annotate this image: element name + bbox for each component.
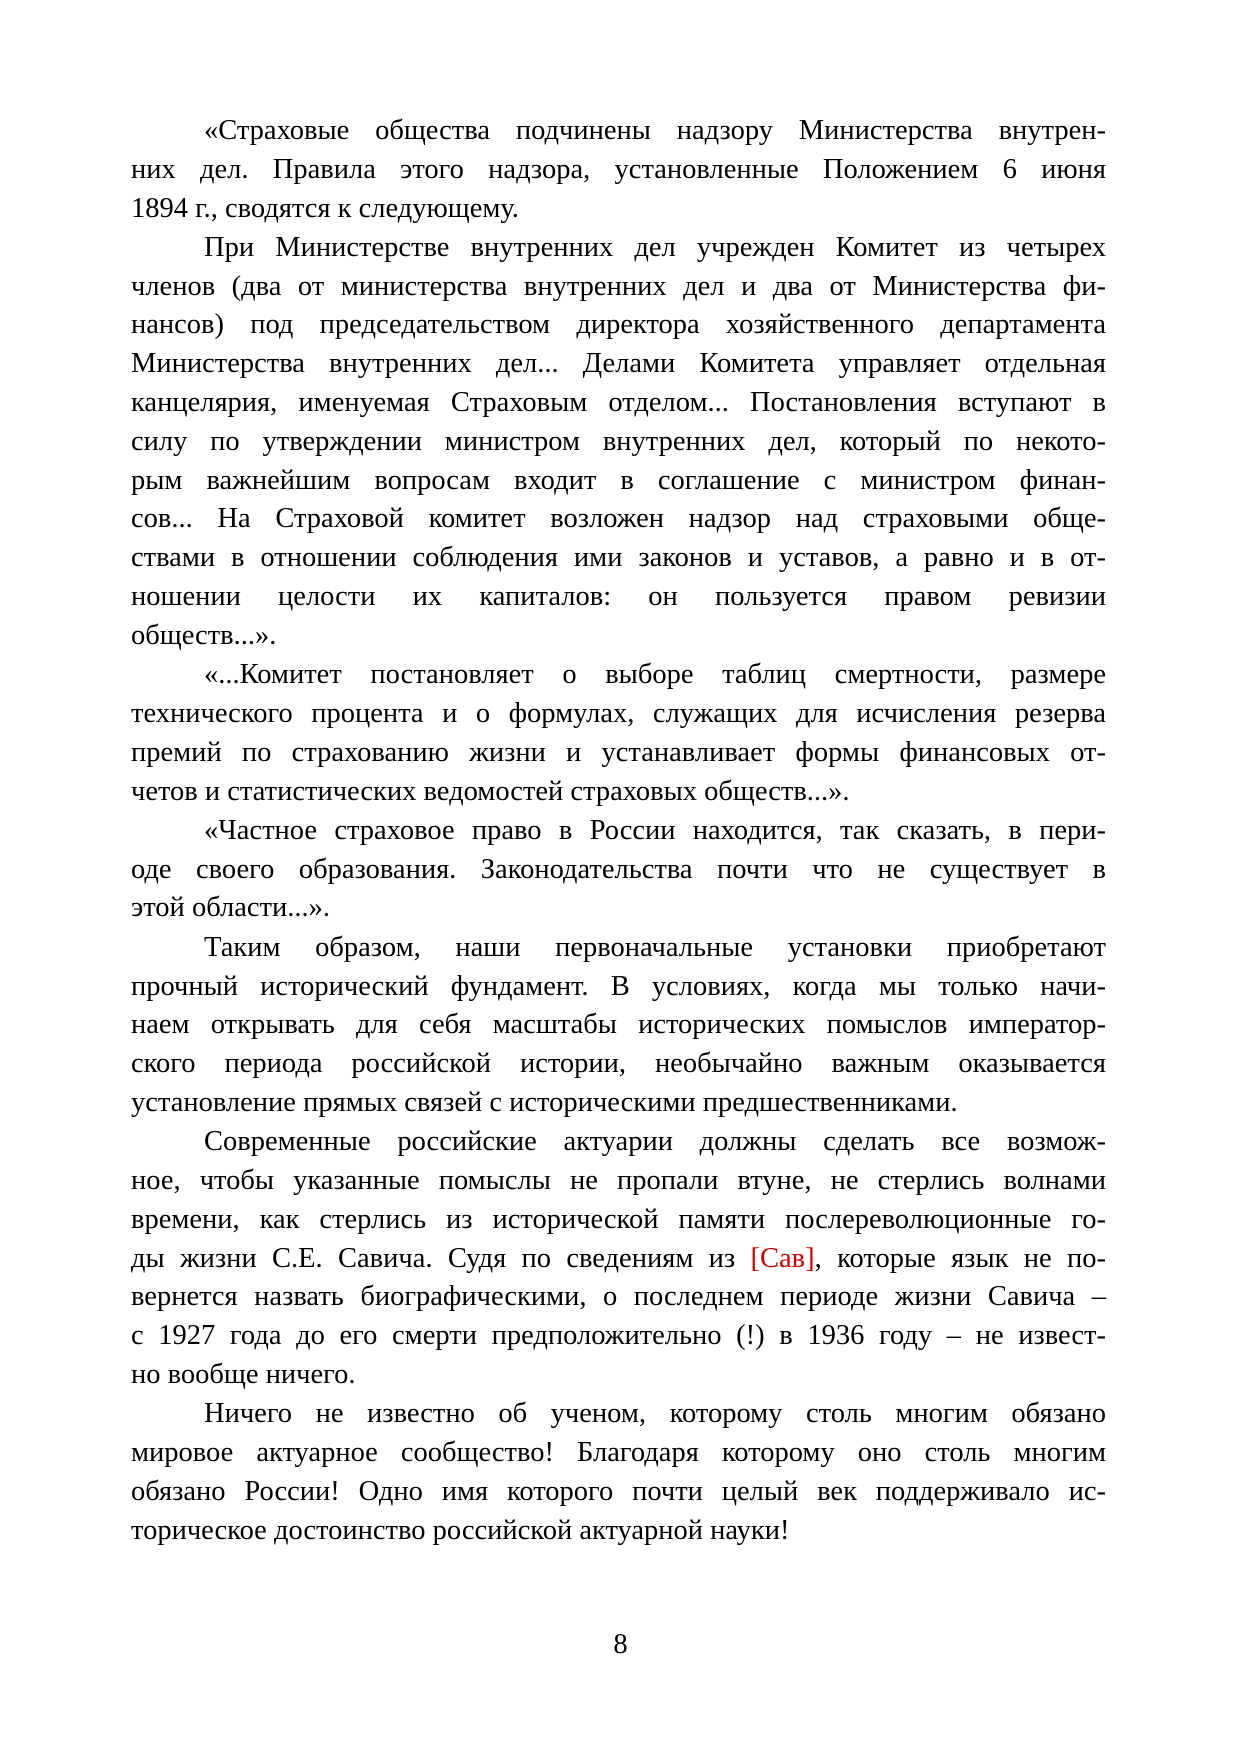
text-line: оде своего образования. Законодательства почти что не существует в <box>131 853 1106 885</box>
text-line: Министерства внутренних дел... Делами Комитета управляет отдельная <box>131 348 1106 380</box>
text-line: ского периода российской истории, необычайно важным оказывается <box>131 1048 1106 1080</box>
text-line: обязано России! Одно имя которого почти целый век поддерживало ис- <box>131 1475 1106 1507</box>
text-line: но вообще ничего. <box>131 1359 356 1390</box>
text-line: членов (два от министерства внутренних дел и два от Министерства фи- <box>131 270 1106 302</box>
text-line: прочный исторический фундамент. В условиях, когда мы только начи- <box>131 970 1106 1002</box>
text-line: установление прямых связей с историческими предшественниками. <box>131 1086 958 1118</box>
text-line: ное, чтобы указанные помыслы не пропали втуне, не стерлись волнами <box>131 1165 1106 1197</box>
text-line: мировое актуарное сообщество! Благодаря которому оно столь многим <box>131 1437 1106 1469</box>
text-line: Ничего не известно об ученом, которому столь многим обязано <box>204 1398 1106 1430</box>
paragraph <box>131 229 1106 656</box>
text-line: них дел. Правила этого надзора, установленные Положением 6 июня <box>131 153 1106 185</box>
paragraph <box>131 929 1106 1123</box>
text-line: премий по страхованию жизни и устанавливает формы финансовых от- <box>131 736 1106 768</box>
text-line: Современные российские актуарии должны сделать все возмож- <box>204 1126 1106 1158</box>
text-line: сов... На Страховой комитет возложен надзор над страховыми обще- <box>131 503 1106 535</box>
text-line: этой области...». <box>131 892 330 924</box>
text-fragment: ды жизни С.Е. Савича. Судя по сведениям из <box>131 1242 751 1274</box>
text-line: с 1927 года до его смерти предположительно (!) в 1936 году – не извест- <box>131 1320 1106 1352</box>
body-text <box>131 112 1106 1550</box>
text-line: силу по утверждении министром внутренних дел, который по некото- <box>131 425 1106 457</box>
text-fragment: , которые язык не по- <box>814 1242 1106 1274</box>
text-line: ствами в отношении соблюдения ими законов и уставов, а равно и в от- <box>131 542 1106 574</box>
text-line: вернется назвать биографическими, о последнем периоде жизни Савича – <box>131 1281 1106 1313</box>
text-line: рым важнейшим вопросам входит в соглашение с министром финан- <box>131 464 1106 496</box>
text-line: При Министерстве внутренних дел учрежден Комитет из четырех <box>204 231 1106 263</box>
text-line: четов и статистических ведомостей страховых обществ...». <box>131 775 850 807</box>
paragraph <box>131 1395 1106 1550</box>
paragraph <box>131 112 1106 228</box>
text-line: 1894 г., сводятся к следующему. <box>131 192 519 224</box>
paragraph <box>131 1123 1106 1395</box>
text-line: «Частное страховое право в России находится, так сказать, в пери- <box>204 814 1106 846</box>
text-line: «...Комитет постановляет о выборе таблиц смертности, размере <box>204 659 1106 691</box>
text-line: времени, как стерлись из исторической памяти послереволюционные го- <box>131 1203 1106 1235</box>
text-line: канцелярия, именуемая Страховым отделом... Постановления вступают в <box>131 387 1106 419</box>
text-line: наем открывать для себя масштабы исторических помыслов император- <box>131 1009 1106 1041</box>
text-line: «Страховые общества подчинены надзору Министерства внутрен- <box>204 115 1106 146</box>
text-line: технического процента и о формулах, служащих для исчисления резерва <box>131 697 1106 729</box>
paragraph <box>131 656 1106 811</box>
text-line: нансов) под председательством директора хозяйственного департамента <box>131 309 1106 341</box>
text-line: ношении целости их капиталов: он пользуется правом ревизии <box>131 581 1106 613</box>
page-number: 8 <box>613 1629 628 1660</box>
text-line-with-reference <box>131 1240 1106 1279</box>
text-line: торическое достоинство российской актуарной науки! <box>131 1514 790 1546</box>
text-line: обществ...». <box>131 619 277 651</box>
text-line: Таким образом, наши первоначальные установки приобретают <box>204 931 1106 963</box>
reference-link[interactable]: [Сав] <box>750 1242 815 1274</box>
paragraph <box>131 812 1106 928</box>
